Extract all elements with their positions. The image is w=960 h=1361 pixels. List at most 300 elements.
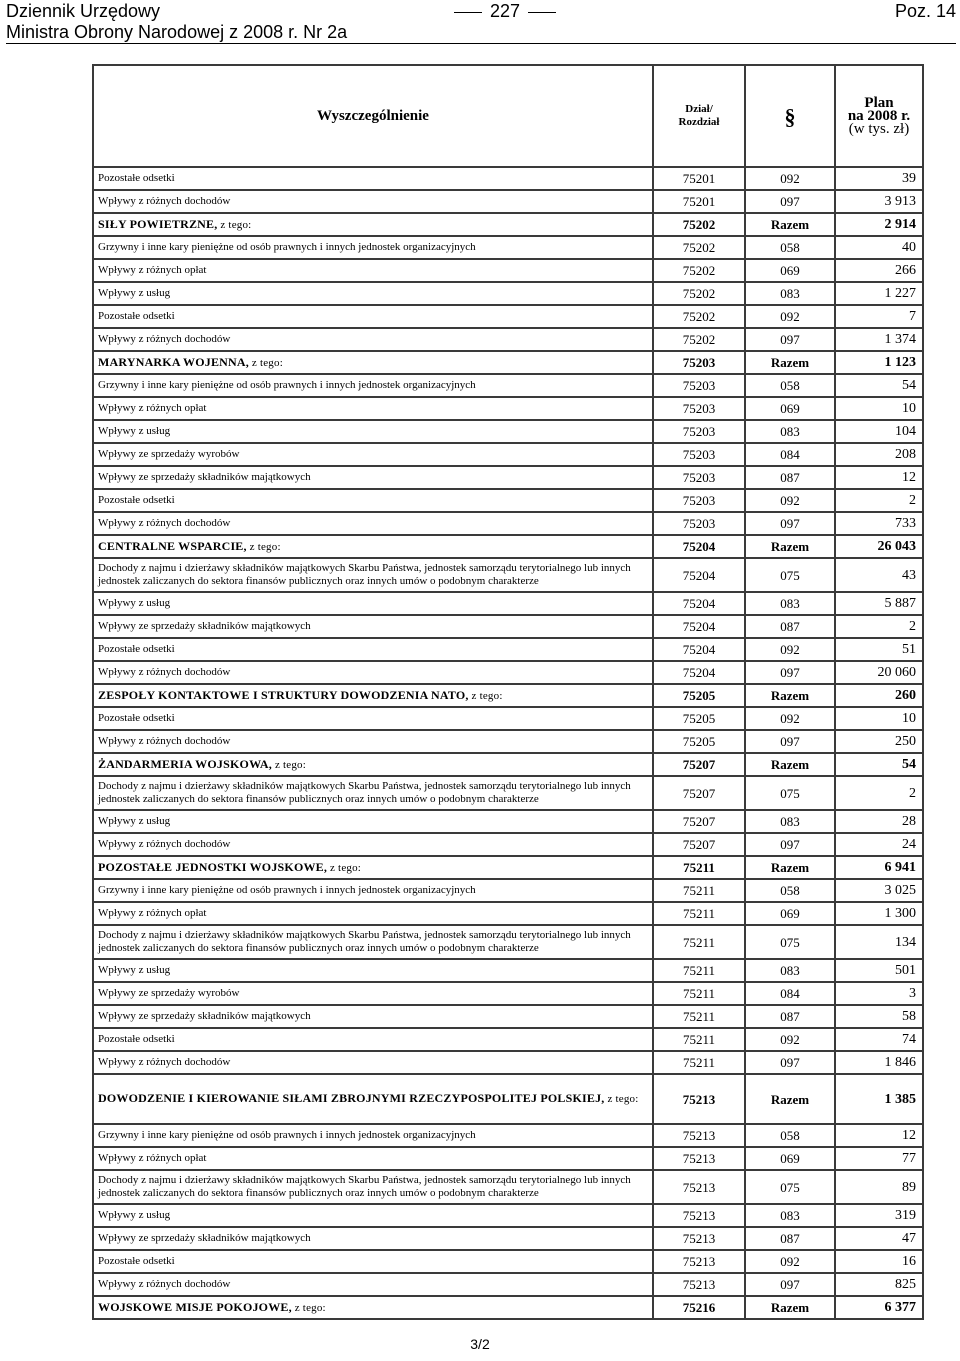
cell-division: 75202 [653,213,745,236]
cell-paragraph: Razem [745,1296,835,1319]
table-row-section [93,856,923,879]
cell-division: 75204 [653,638,745,661]
cell-plan-amount: 2 [835,776,923,810]
cell-paragraph: 075 [745,1170,835,1204]
cell-division: 75205 [653,707,745,730]
cell-division: 75207 [653,833,745,856]
cell-division: 75216 [653,1296,745,1319]
description-text: Wpływy z różnych dochodów [98,1278,231,1290]
cell-plan-amount: 74 [835,1028,923,1051]
cell-division: 75213 [653,1227,745,1250]
cell-paragraph: 058 [745,1124,835,1147]
description-text: Pozostałe odsetki [98,310,175,322]
cell-paragraph: 087 [745,466,835,489]
cell-plan-amount: 1 227 [835,282,923,305]
description-text: Wpływy z usług [98,964,171,976]
table-row [93,466,923,489]
table-row [93,420,923,443]
cell-description [93,558,653,592]
description-text: Dochody z najmu i dzierżawy składników majątkowych Skarbu Państwa, jednostek samorządu terytorialnego lub innych jednostek zaliczanych do sektora finansów publicznych oraz innych umów o podobnym charakterze [98,1174,631,1199]
col-header-plan-unit: (w tys. zł) [848,120,910,137]
table-row [93,1005,923,1028]
description-text: Dochody z najmu i dzierżawy składników majątkowych Skarbu Państwa, jednostek samorządu terytorialnego lub innych jednostek zaliczanych do sektora finansów publicznych oraz innych umów o podobnym charakterze [98,780,631,805]
col-header-plan-line2: na 2008 r. [847,107,911,124]
cell-division: 75203 [653,466,745,489]
cell-paragraph: 069 [745,259,835,282]
description-text: Pozostałe odsetki [98,712,175,724]
description-text: ŻANDARMERIA WOJSKOWA, [98,756,272,771]
cell-plan-amount: 40 [835,236,923,259]
cell-plan-amount: 54 [835,374,923,397]
cell-plan-amount: 3 025 [835,879,923,902]
description-tail: z tego: [272,758,306,771]
cell-paragraph: 087 [745,1005,835,1028]
cell-paragraph: 083 [745,282,835,305]
col-header-division-line2: Rozdział [678,116,720,128]
description-text: Wpływy ze sprzedaży składników majątkowych [98,1010,311,1022]
cell-plan-amount: 2 914 [835,213,923,236]
cell-description [93,1147,653,1170]
table-row [93,810,923,833]
cell-paragraph: 087 [745,615,835,638]
table-row [93,1250,923,1273]
cell-plan-amount: 39 [835,167,923,190]
cell-paragraph: 092 [745,1250,835,1273]
cell-division: 75202 [653,259,745,282]
cell-paragraph: 058 [745,374,835,397]
table-row [93,512,923,535]
table-row [93,925,923,959]
journal-title [6,1,347,43]
description-text: CENTRALNE WSPARCIE, [98,538,247,553]
cell-description [93,305,653,328]
cell-description [93,1204,653,1227]
description-text: Dochody z najmu i dzierżawy składników majątkowych Skarbu Państwa, jednostek samorządu terytorialnego lub innych jednostek zaliczanych do sektora finansów publicznych oraz innych umów o podobnym charakterze [98,929,631,954]
col-header-plan [835,65,923,167]
cell-paragraph: 075 [745,558,835,592]
table-row-section [93,535,923,558]
cell-paragraph: 092 [745,305,835,328]
table-row [93,282,923,305]
cell-plan-amount: 266 [835,259,923,282]
cell-division: 75203 [653,512,745,535]
cell-plan-amount: 5 887 [835,592,923,615]
table-header-row [93,65,923,167]
cell-description [93,730,653,753]
description-text: Wpływy z różnych opłat [98,907,207,919]
table-row-section [93,753,923,776]
cell-description [93,684,653,707]
description-text: Wpływy z usług [98,597,171,609]
table-row [93,1147,923,1170]
cell-division: 75203 [653,443,745,466]
cell-division: 75207 [653,753,745,776]
cell-division: 75201 [653,190,745,213]
page-header [6,0,956,44]
description-text: MARYNARKA WOJENNA, [98,354,249,369]
col-header-division-line1: Dział/ [685,103,713,115]
cell-description [93,902,653,925]
cell-division: 75203 [653,374,745,397]
table-row [93,707,923,730]
cell-description [93,1124,653,1147]
cell-plan-amount: 134 [835,925,923,959]
cell-paragraph: 075 [745,776,835,810]
table-row [93,1170,923,1204]
cell-paragraph: Razem [745,753,835,776]
table-row [93,305,923,328]
description-text: Wpływy z różnych opłat [98,1152,207,1164]
table-row-section [93,1074,923,1124]
col-header-division [653,65,745,167]
table-row-section [93,351,923,374]
table-row [93,776,923,810]
cell-description [93,1250,653,1273]
cell-division: 75211 [653,879,745,902]
cell-paragraph: 092 [745,707,835,730]
col-header-description: Wyszczególnienie [93,65,653,167]
cell-division: 75202 [653,282,745,305]
cell-description [93,810,653,833]
journal-name: Dziennik Urzędowy [6,1,161,21]
table-row [93,1124,923,1147]
cell-plan-amount: 10 [835,397,923,420]
col-header-plan-line1: Plan [864,94,894,111]
cell-division: 75211 [653,959,745,982]
position-label: Poz. 14 [894,1,956,21]
cell-description [93,443,653,466]
description-tail: z tego: [291,1301,326,1314]
cell-division: 75211 [653,856,745,879]
cell-description [93,236,653,259]
revenue-table [92,64,924,1320]
cell-paragraph: Razem [745,856,835,879]
cell-plan-amount: 20 060 [835,661,923,684]
cell-division: 75204 [653,592,745,615]
cell-paragraph: 058 [745,236,835,259]
cell-paragraph: 097 [745,512,835,535]
cell-description [93,753,653,776]
table-row [93,661,923,684]
cell-division: 75205 [653,730,745,753]
cell-plan-amount: 89 [835,1170,923,1204]
cell-plan-amount: 58 [835,1005,923,1028]
description-text: Pozostałe odsetki [98,1255,175,1267]
cell-paragraph: 083 [745,959,835,982]
cell-plan-amount: 250 [835,730,923,753]
cell-division: 75203 [653,397,745,420]
cell-plan-amount: 1 374 [835,328,923,351]
description-text: DOWODZENIE I KIEROWANIE SIŁAMI ZBROJNYMI RZECZYPOSPOLITEJ POLSKIEJ, [98,1091,605,1105]
cell-description [93,374,653,397]
description-text: ZESPOŁY KONTAKTOWE I STRUKTURY DOWODZENIA NATO, [98,687,469,702]
table-row [93,236,923,259]
table-row-section [93,213,923,236]
cell-paragraph: 097 [745,1051,835,1074]
cell-plan-amount: 104 [835,420,923,443]
cell-paragraph: 092 [745,638,835,661]
table-row-section [93,684,923,707]
cell-division: 75213 [653,1074,745,1124]
dash-right [528,12,556,13]
cell-division: 75211 [653,925,745,959]
cell-division: 75211 [653,1005,745,1028]
table-row [93,443,923,466]
cell-division: 75211 [653,902,745,925]
cell-description [93,351,653,374]
cell-description [93,959,653,982]
table-row [93,259,923,282]
cell-plan-amount: 3 913 [835,190,923,213]
description-text: Wpływy z usług [98,425,171,437]
cell-description [93,489,653,512]
description-tail: z tego: [248,356,283,369]
cell-division: 75204 [653,615,745,638]
description-text: Wpływy z różnych opłat [98,264,207,276]
table-row [93,489,923,512]
table-row [93,902,923,925]
cell-plan-amount: 24 [835,833,923,856]
cell-description [93,592,653,615]
cell-plan-amount: 208 [835,443,923,466]
description-text: Wpływy z różnych dochodów [98,333,231,345]
cell-division: 75213 [653,1147,745,1170]
cell-division: 75202 [653,305,745,328]
cell-division: 75201 [653,167,745,190]
table-row [93,374,923,397]
description-text: Wpływy z różnych dochodów [98,517,231,529]
cell-plan-amount: 1 123 [835,351,923,374]
cell-description [93,1074,653,1124]
cell-plan-amount: 1 846 [835,1051,923,1074]
cell-paragraph: 058 [745,879,835,902]
cell-paragraph: 084 [745,982,835,1005]
cell-paragraph: 097 [745,190,835,213]
cell-plan-amount: 26 043 [835,535,923,558]
description-text: Grzywny i inne kary pieniężne od osób prawnych i innych jednostek organizacyjnych [98,379,476,391]
journal-issue: Ministra Obrony Narodowej z 2008 r. Nr 2a [6,22,348,42]
cell-description [93,259,653,282]
description-text: Pozostałe odsetki [98,1033,175,1045]
description-text: Wpływy z różnych dochodów [98,666,231,678]
description-text: Wpływy z różnych dochodów [98,735,231,747]
cell-paragraph: 083 [745,1204,835,1227]
cell-paragraph: 075 [745,925,835,959]
cell-paragraph: Razem [745,351,835,374]
cell-description [93,1005,653,1028]
cell-plan-amount: 319 [835,1204,923,1227]
cell-division: 75207 [653,810,745,833]
table-row [93,190,923,213]
description-text: Wpływy ze sprzedaży składników majątkowych [98,620,311,632]
table-row [93,1204,923,1227]
cell-plan-amount: 733 [835,512,923,535]
page-number [446,1,564,22]
table-row [93,879,923,902]
table-row-section [93,1296,923,1319]
cell-plan-amount: 7 [835,305,923,328]
cell-division: 75203 [653,420,745,443]
cell-plan-amount: 6 941 [835,856,923,879]
cell-paragraph: 097 [745,328,835,351]
cell-division: 75204 [653,558,745,592]
description-text: Wpływy z usług [98,815,171,827]
cell-division: 75213 [653,1204,745,1227]
cell-plan-amount: 10 [835,707,923,730]
cell-paragraph: 083 [745,420,835,443]
description-text: Wpływy ze sprzedaży wyrobów [98,448,240,460]
cell-description [93,879,653,902]
table-row [93,833,923,856]
description-text: Pozostałe odsetki [98,494,175,506]
table-row [93,592,923,615]
cell-division: 75204 [653,661,745,684]
table-row [93,959,923,982]
cell-paragraph: 097 [745,730,835,753]
table-row [93,397,923,420]
cell-description [93,1028,653,1051]
cell-description [93,535,653,558]
cell-plan-amount: 3 [835,982,923,1005]
cell-paragraph: 097 [745,833,835,856]
cell-plan-amount: 16 [835,1250,923,1273]
cell-description [93,925,653,959]
cell-division: 75205 [653,684,745,707]
footer-page-label: 3/2 [470,1336,490,1352]
cell-paragraph: 083 [745,592,835,615]
cell-division: 75207 [653,776,745,810]
description-tail: z tego: [327,861,362,874]
cell-paragraph: 069 [745,397,835,420]
cell-plan-amount: 260 [835,684,923,707]
cell-plan-amount: 12 [835,466,923,489]
cell-plan-amount: 77 [835,1147,923,1170]
cell-plan-amount: 6 377 [835,1296,923,1319]
table-row [93,328,923,351]
cell-description [93,707,653,730]
table-row [93,558,923,592]
cell-paragraph: Razem [745,213,835,236]
table-row [93,638,923,661]
cell-division: 75204 [653,535,745,558]
cell-paragraph: 069 [745,902,835,925]
cell-description [93,282,653,305]
description-text: Wpływy ze sprzedaży składników majątkowych [98,1232,311,1244]
description-text: Pozostałe odsetki [98,172,175,184]
description-text: Grzywny i inne kary pieniężne od osób prawnych i innych jednostek organizacyjnych [98,241,476,253]
description-text: Wpływy ze sprzedaży wyrobów [98,987,240,999]
cell-division: 75202 [653,328,745,351]
cell-plan-amount: 51 [835,638,923,661]
cell-description [93,466,653,489]
cell-paragraph: 097 [745,1273,835,1296]
description-tail: z tego: [604,1093,639,1105]
scanned-table-image [92,64,922,1320]
cell-division: 75213 [653,1124,745,1147]
cell-description [93,833,653,856]
cell-description [93,1273,653,1296]
cell-description [93,213,653,236]
cell-description [93,420,653,443]
cell-paragraph: 083 [745,810,835,833]
cell-plan-amount: 2 [835,615,923,638]
cell-paragraph: 069 [745,1147,835,1170]
cell-division: 75202 [653,236,745,259]
cell-plan-amount: 47 [835,1227,923,1250]
col-header-paragraph: § [745,65,835,167]
cell-paragraph: 092 [745,167,835,190]
cell-paragraph: 092 [745,1028,835,1051]
cell-description [93,512,653,535]
cell-description [93,397,653,420]
cell-division: 75211 [653,982,745,1005]
cell-plan-amount: 43 [835,558,923,592]
cell-paragraph: 097 [745,661,835,684]
cell-plan-amount: 12 [835,1124,923,1147]
cell-description [93,661,653,684]
cell-description [93,167,653,190]
description-text: Wpływy z usług [98,1209,171,1221]
cell-paragraph: Razem [745,535,835,558]
cell-division: 75213 [653,1250,745,1273]
table-row [93,615,923,638]
cell-plan-amount: 1 385 [835,1074,923,1124]
cell-paragraph: 084 [745,443,835,466]
description-text: Wpływy z różnych opłat [98,402,207,414]
cell-plan-amount: 501 [835,959,923,982]
cell-paragraph: Razem [745,1074,835,1124]
cell-description [93,638,653,661]
description-tail: z tego: [468,689,503,702]
dash-left [454,12,482,13]
cell-description [93,982,653,1005]
cell-paragraph: 087 [745,1227,835,1250]
cell-paragraph: Razem [745,684,835,707]
description-text: Wpływy z różnych dochodów [98,1056,231,1068]
table-body [93,167,923,1319]
table-row [93,1051,923,1074]
description-text: Pozostałe odsetki [98,643,175,655]
cell-division: 75203 [653,489,745,512]
cell-division: 75213 [653,1170,745,1204]
description-text: Grzywny i inne kary pieniężne od osób prawnych i innych jednostek organizacyjnych [98,884,476,896]
description-text: Wpływy ze sprzedaży składników majątkowych [98,471,311,483]
cell-description [93,328,653,351]
cell-description [93,1051,653,1074]
page-number-text: 227 [490,1,521,21]
cell-description [93,856,653,879]
description-text: WOJSKOWE MISJE POKOJOWE, [98,1299,292,1314]
description-text: Wpływy z różnych dochodów [98,838,231,850]
cell-plan-amount: 28 [835,810,923,833]
cell-description [93,190,653,213]
table-row [93,1227,923,1250]
cell-paragraph: 092 [745,489,835,512]
table-row [93,1028,923,1051]
description-text: SIŁY POWIETRZNE, [98,216,218,231]
header-rule [6,43,956,44]
description-text: Wpływy z różnych dochodów [98,195,231,207]
cell-plan-amount: 2 [835,489,923,512]
table-row [93,982,923,1005]
cell-plan-amount: 1 300 [835,902,923,925]
cell-plan-amount: 825 [835,1273,923,1296]
cell-plan-amount: 54 [835,753,923,776]
description-text: Dochody z najmu i dzierżawy składników majątkowych Skarbu Państwa, jednostek samorządu terytorialnego lub innych jednostek zaliczanych do sektora finansów publicznych oraz innych umów o podobnym charakterze [98,562,631,587]
cell-description [93,776,653,810]
description-tail: z tego: [217,218,252,231]
description-text: POZOSTAŁE JEDNOSTKI WOJSKOWE, [98,859,328,874]
